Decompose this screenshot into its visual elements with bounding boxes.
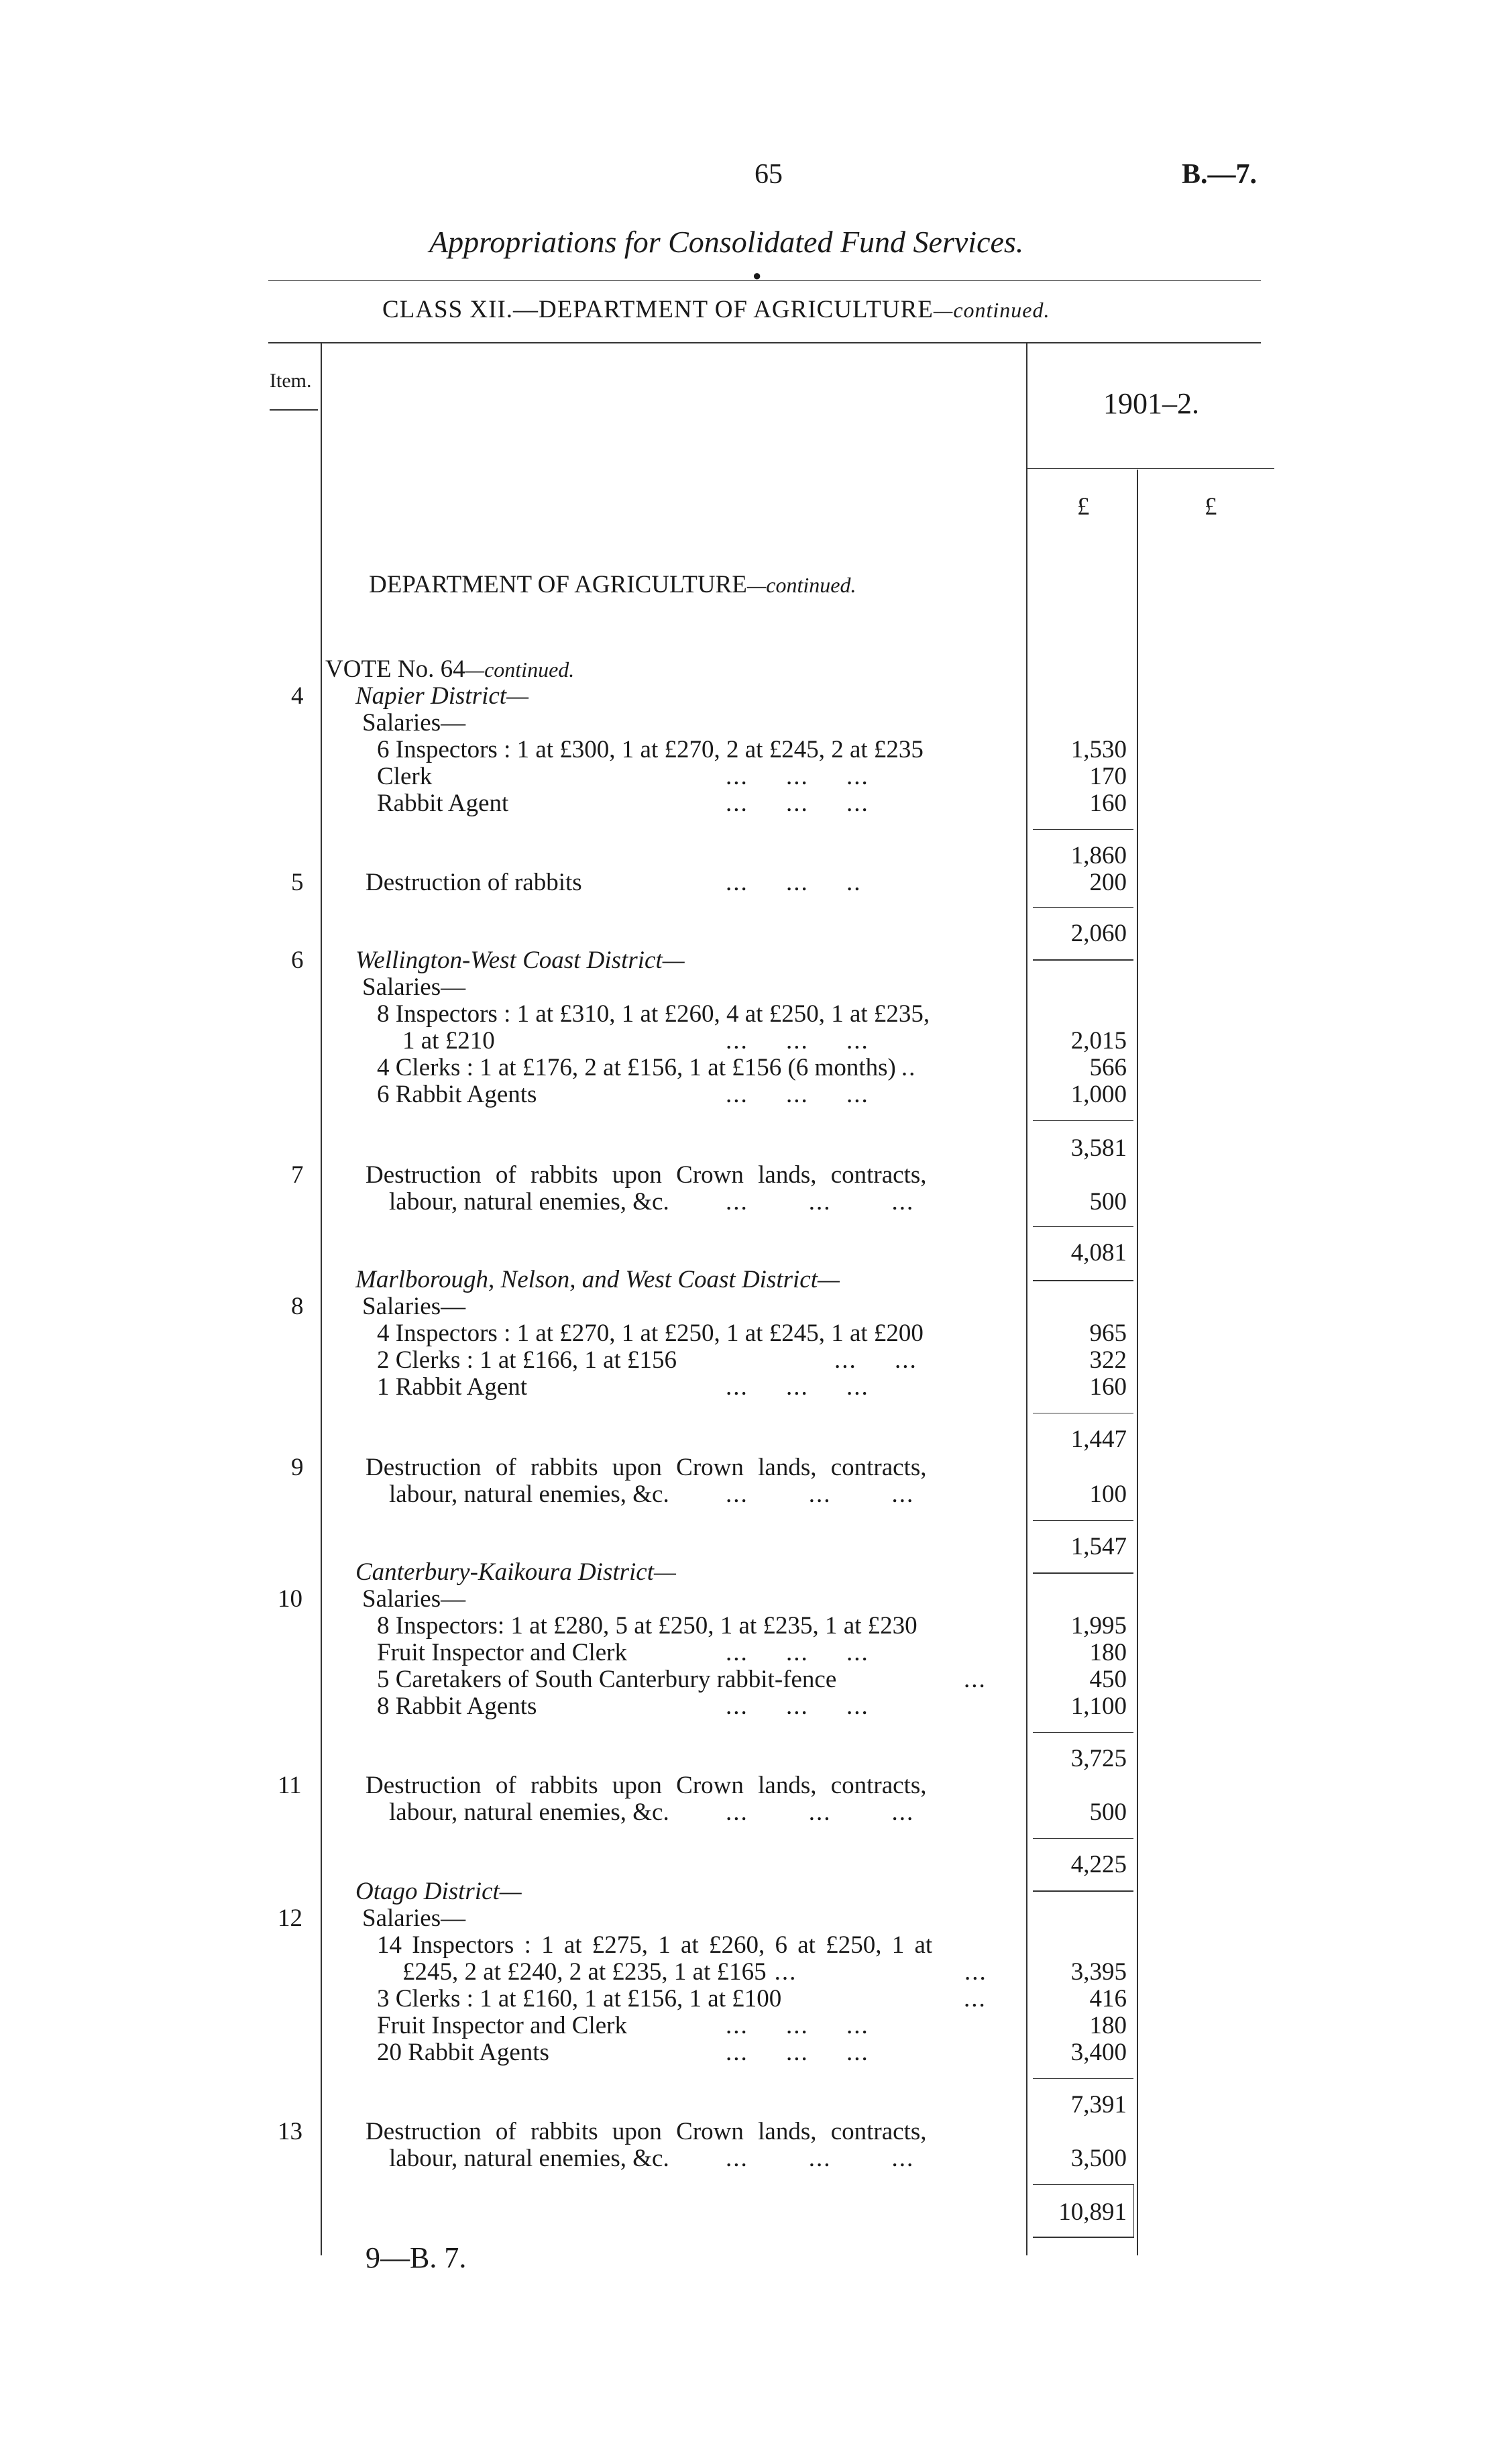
subtotal-rule — [1033, 2078, 1133, 2079]
leader-dots: ... ... ... — [726, 763, 869, 790]
item-column-header: Item. — [270, 370, 312, 392]
leader-dots: ... ... ... — [726, 1188, 915, 1216]
salary-amount: 450 — [1089, 1666, 1127, 1693]
total-underline — [1033, 1280, 1133, 1281]
salary-line — [377, 1693, 869, 1720]
salary-line-text: Fruit Inspector and Clerk — [377, 2012, 627, 2039]
salary-amount: 3,400 — [1070, 2039, 1127, 2066]
salary-line-continued — [402, 1958, 987, 1986]
salary-line-text: Fruit Inspector and Clerk — [377, 1639, 627, 1666]
salary-amount: 160 — [1089, 1373, 1127, 1401]
leader-dots: ... ... ... — [726, 2039, 869, 2066]
leader-dots: ... — [964, 1958, 987, 1986]
total-rule — [1033, 1226, 1133, 1227]
vote-label: VOTE No. 64 — [325, 655, 465, 683]
item-description: Destruction of rabbits upon Crown lands, contracts, — [366, 2118, 927, 2145]
item-number: 4 — [291, 682, 304, 710]
salary-line-text: 1 Rabbit Agent — [377, 1373, 528, 1401]
class-heading-text: CLASS XII.—DEPARTMENT OF AGRICULTURE — [382, 296, 934, 323]
salaries-label: Salaries— — [362, 1293, 466, 1320]
item-description-continued — [389, 1481, 915, 1508]
salary-line — [377, 790, 869, 817]
department-cont: —continued. — [746, 573, 856, 597]
salary-line-text: 3 Clerks : 1 at £160, 1 at £156, 1 at £100 — [377, 1985, 782, 2013]
leader-dots: ... ... ... — [726, 1693, 869, 1720]
leader-dots: ... ... .. — [726, 869, 862, 896]
subtotal-amount: 3,581 — [1070, 1134, 1127, 1162]
subtotal-rule — [1033, 1120, 1133, 1121]
total-underline — [1033, 959, 1133, 961]
page-title: Appropriations for Consolidated Fund Services. — [429, 225, 1024, 259]
department-heading — [369, 572, 856, 598]
item-number: 13 — [278, 2118, 302, 2145]
salary-line — [377, 1639, 869, 1666]
leader-dots: ... ... ... — [726, 1799, 915, 1826]
item-description-text: labour, natural enemies, &c. — [389, 2145, 669, 2172]
salary-line-text: 1 at £210 — [402, 1027, 495, 1055]
salary-amount: 180 — [1089, 2012, 1127, 2039]
subtotal-amount: 1,447 — [1070, 1426, 1127, 1453]
item-number: 11 — [278, 1772, 302, 1799]
item-header-underline — [270, 409, 318, 411]
leader-dots: ... ... ... — [726, 1639, 869, 1666]
item-number: 12 — [278, 1905, 302, 1932]
grand-total-underline — [1033, 2237, 1133, 2238]
salary-line-text: 4 Clerks : 1 at £176, 2 at £156, 1 at £156 (6 months) — [377, 1054, 896, 1081]
subtotal-amount: 1,860 — [1070, 842, 1127, 869]
salary-line-text: 5 Caretakers of South Canterbury rabbit-fence — [377, 1666, 837, 1693]
leader-dots: ... — [774, 1958, 797, 1986]
class-heading — [382, 297, 1050, 323]
year-rule — [1026, 468, 1274, 469]
page-number: 65 — [755, 159, 783, 190]
total-amount: 4,225 — [1070, 1851, 1127, 1878]
vote-cont: —continued. — [465, 657, 575, 682]
salary-amount: 965 — [1089, 1320, 1127, 1347]
amount-column-rule-mid — [1137, 470, 1138, 2255]
leader-dots: ... ... ... — [726, 1027, 869, 1055]
salary-line-text: 8 Rabbit Agents — [377, 1693, 537, 1720]
salary-line-text: Clerk — [377, 763, 433, 790]
salaries-label: Salaries— — [362, 1585, 466, 1613]
table-top-rule — [268, 342, 1261, 343]
item-number: 5 — [291, 869, 304, 896]
leader-dots: ... ... ... — [726, 2145, 915, 2172]
footer-signature: 9—B. 7. — [366, 2241, 467, 2274]
salary-line — [377, 1985, 987, 2013]
item-description-text: labour, natural enemies, &c. — [389, 1481, 669, 1508]
salary-line: 4 Inspectors : 1 at £270, 1 at £250, 1 at £245, 1 at £200 — [377, 1320, 924, 1347]
vote-heading — [325, 656, 574, 683]
item-number: 9 — [291, 1454, 304, 1481]
district-title: Marlborough, Nelson, and West Coast District— — [355, 1266, 840, 1293]
item-amount: 3,500 — [1070, 2145, 1127, 2172]
salary-line: 6 Inspectors : 1 at £300, 1 at £270, 2 at £245, 2 at £235 — [377, 736, 924, 763]
salary-line-text: 20 Rabbit Agents — [377, 2039, 549, 2066]
total-amount: 2,060 — [1070, 920, 1127, 947]
page-ref: B.—7. — [1182, 159, 1258, 190]
salary-line-text: 6 Rabbit Agents — [377, 1081, 537, 1108]
total-rule — [1033, 2184, 1133, 2185]
item-description: Destruction of rabbits upon Crown lands, contracts, — [366, 1454, 927, 1481]
salary-amount: 3,395 — [1070, 1958, 1127, 1986]
total-rule — [1033, 1520, 1133, 1521]
item-number: 8 — [291, 1293, 304, 1320]
leader-dots: ... ... ... — [726, 790, 869, 817]
salary-line: 14 Inspectors : 1 at £275, 1 at £260, 6 at £250, 1 at — [377, 1931, 933, 1959]
salary-line-text: £245, 2 at £240, 2 at £235, 1 at £165 — [402, 1958, 767, 1986]
subtotal-rule — [1033, 829, 1133, 830]
total-underline — [1033, 1890, 1133, 1892]
salary-line-text: Rabbit Agent — [377, 790, 509, 817]
district-title: Napier District— — [355, 682, 528, 710]
salaries-label: Salaries— — [362, 1905, 466, 1932]
leader-dots: ... ... ... — [726, 1481, 915, 1508]
salary-amount: 1,530 — [1070, 736, 1127, 763]
item-description-text: labour, natural enemies, &c. — [389, 1799, 669, 1826]
salary-line — [377, 763, 869, 790]
item-column-rule — [321, 343, 322, 2255]
subtotal-amount: 3,725 — [1070, 1745, 1127, 1772]
leader-dots: .. — [901, 1054, 917, 1081]
subtotal-amount: 7,391 — [1070, 2091, 1127, 2119]
item-amount: 100 — [1089, 1481, 1127, 1508]
leader-dots: ... ... — [834, 1346, 917, 1374]
salary-line-text: 2 Clerks : 1 at £166, 1 at £156 — [377, 1346, 677, 1374]
total-amount: 4,081 — [1070, 1239, 1127, 1267]
item-description-continued — [389, 2145, 915, 2172]
rule-ornament: ● — [752, 267, 762, 284]
salary-line — [377, 2039, 869, 2066]
salary-amount: 2,015 — [1070, 1027, 1127, 1055]
item-number: 7 — [291, 1161, 304, 1189]
salary-line — [377, 2012, 869, 2039]
total-rule — [1033, 907, 1133, 908]
item-number: 6 — [291, 947, 304, 974]
item-number: 10 — [278, 1585, 302, 1613]
salary-line — [377, 1055, 916, 1081]
leader-dots: ... — [964, 1666, 987, 1693]
class-heading-cont: —continued. — [933, 298, 1050, 322]
salary-amount: 1,000 — [1070, 1081, 1127, 1108]
department-label: DEPARTMENT OF AGRICULTURE — [369, 571, 747, 598]
pound-header-1: £ — [1077, 493, 1090, 521]
leader-dots: ... ... ... — [726, 1081, 869, 1108]
salary-line-continued — [402, 1027, 869, 1055]
title-rule — [268, 280, 1261, 281]
total-underline — [1033, 1572, 1133, 1574]
item-description — [366, 869, 862, 896]
item-description-text: labour, natural enemies, &c. — [389, 1188, 669, 1216]
item-description: Destruction of rabbits upon Crown lands, contracts, — [366, 1161, 927, 1189]
salary-amount: 322 — [1089, 1346, 1127, 1374]
salary-amount: 416 — [1089, 1985, 1127, 2013]
salary-amount: 1,995 — [1070, 1612, 1127, 1640]
year-header: 1901–2. — [1103, 387, 1199, 420]
salaries-label: Salaries— — [362, 973, 466, 1001]
item-amount: 500 — [1089, 1188, 1127, 1216]
leader-dots: ... ... ... — [726, 2012, 869, 2039]
salary-line — [377, 1666, 987, 1693]
salary-amount: 180 — [1089, 1639, 1127, 1666]
leader-dots: ... — [964, 1985, 987, 2013]
salary-amount: 1,100 — [1070, 1693, 1127, 1720]
total-amount: 1,547 — [1070, 1533, 1127, 1560]
salary-line — [377, 1373, 869, 1401]
subtotal-rule — [1033, 1732, 1133, 1733]
salary-line: 8 Inspectors : 1 at £310, 1 at £260, 4 at £250, 1 at £235, — [377, 1000, 930, 1028]
salary-line — [377, 1081, 869, 1108]
salary-line: 8 Inspectors: 1 at £280, 5 at £250, 1 at £235, 1 at £230 — [377, 1612, 917, 1640]
salaries-label: Salaries— — [362, 709, 466, 737]
salary-amount: 170 — [1089, 763, 1127, 790]
item-description-continued — [389, 1188, 915, 1216]
item-description-continued — [389, 1799, 915, 1826]
salary-amount: 160 — [1089, 790, 1127, 817]
grand-total-box-right — [1133, 2184, 1134, 2238]
district-title: Wellington-West Coast District— — [355, 947, 685, 974]
pound-header-2: £ — [1205, 493, 1217, 521]
district-title: Canterbury-Kaikoura District— — [355, 1558, 676, 1586]
leader-dots: ... ... ... — [726, 1373, 869, 1401]
salary-amount: 566 — [1089, 1054, 1127, 1081]
item-amount: 500 — [1089, 1799, 1127, 1826]
salary-line — [377, 1346, 917, 1374]
district-title: Otago District— — [355, 1878, 522, 1905]
grand-total-amount: 10,891 — [1058, 2198, 1127, 2226]
item-description: Destruction of rabbits upon Crown lands, contracts, — [366, 1772, 927, 1799]
item-description-text: Destruction of rabbits — [366, 869, 582, 896]
item-amount: 200 — [1089, 869, 1127, 896]
total-rule — [1033, 1838, 1133, 1839]
